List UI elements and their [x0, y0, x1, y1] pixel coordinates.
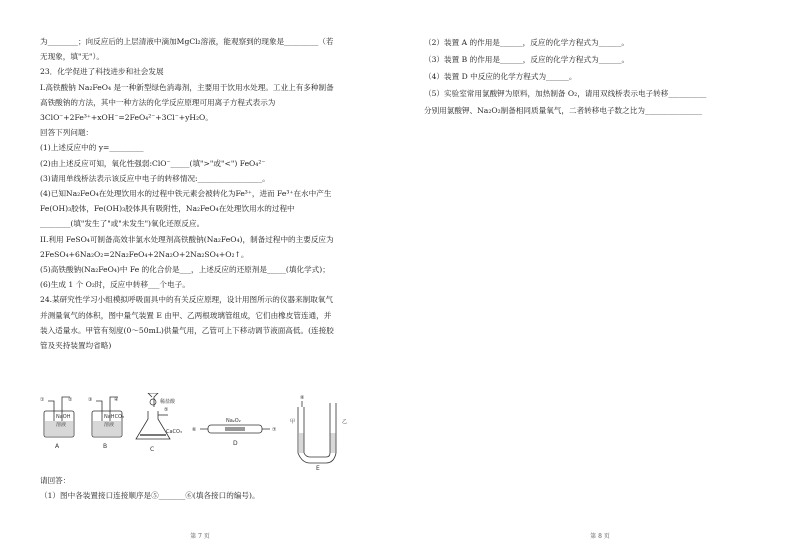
port-6: ⑥ — [192, 427, 197, 433]
apparatus-figure — [40, 393, 370, 471]
sub-question: (6)生成 1 个 O₂时，反应中转移___个电子。 — [40, 280, 190, 290]
equation-line: 3ClO⁻+2Fe³⁺+xOH⁻=2FeO₄²⁻+3Cl⁻+yH₂O。 — [40, 113, 213, 123]
apparatus-diagram — [40, 393, 370, 471]
sub-question: (3)请用单线桥法表示该反应中电子的转移情况:_________________。 — [40, 173, 270, 183]
tube-jia-label: 甲 — [290, 419, 296, 425]
sub-question: (5)高铁酸钠(Na₂FeO₄)中 Fe 的化合价是___，上述反应的还原剂是_____(填化学式)； — [40, 265, 330, 275]
text-line: 请回答： — [40, 476, 71, 485]
text-line: 并测量氧气的体积，图中量气装置 E 由甲、乙两根玻璃管组成，它们由橡皮管连通，并 — [40, 310, 332, 320]
reagent-d: Na₂O₂ — [226, 418, 241, 424]
tube-d — [192, 418, 277, 447]
text-line: ________(填"发生了"或"未发生")氧化还原反应。 — [40, 219, 205, 229]
page-number: 第 8 页 — [590, 533, 610, 540]
sub-question: (2)由上述反应可知，氧化性强弱:ClO⁻_____(填">"或"<") FeO₄²⁻ — [40, 158, 266, 168]
question-heading: 23．化学促进了科技进步和社会发展 — [40, 67, 164, 77]
right-page-text — [424, 34, 786, 119]
left-page-questions — [40, 473, 380, 503]
sub-question: (1)上述反应中的 y=_________ — [40, 143, 144, 153]
flask-c — [136, 393, 182, 453]
label-a: A — [55, 443, 60, 450]
reagent-c-top: 稀盐酸 — [160, 399, 176, 405]
left-page-text — [40, 34, 380, 353]
text-line: 高铁酸钠的方法，其中一种方法的化学反应原理可用离子方程式表示为 — [40, 97, 276, 107]
sub-question: （2）装置 A 的作用是______，反应的化学方程式为______。 — [424, 38, 629, 47]
sub-question: (4)已知Na₂FeO₄在处理饮用水的过程中铁元素会被转化为Fe³⁺，进而 Fe³⁺在水中产生 — [40, 189, 332, 199]
reagent-b-line1: NaHCO₃ — [104, 414, 124, 420]
text-line: II.利用 FeSO₄可制备高效非氯水处理剂高铁酸钠(Na₂FeO₄)，制备过程中的主要反应为 — [40, 234, 334, 244]
bottle-a — [40, 397, 74, 450]
text-line: Fe(OH)₃胶体，Fe(OH)₃胶体具有吸附性，Na₂FeO₄在处理饮用水的过程中 — [40, 204, 295, 214]
reagent-c: CaCO₃ — [166, 429, 182, 435]
port-2: ② — [68, 397, 73, 403]
reagent-a-line1: NaOH — [56, 414, 71, 420]
text-line: 无现象，填"无"）。 — [40, 52, 104, 62]
text-line: 回答下列问题： — [40, 128, 94, 138]
gas-measure-e — [290, 395, 347, 471]
text-line: 为________；向反应后的上层清液中滴加MgCl₂溶液，能观察到的现象是_________（若 — [40, 37, 334, 46]
sub-question: （4）装置 D 中反应的化学方程式为______。 — [424, 72, 577, 81]
reagent-b-line2: 溶液 — [104, 422, 115, 428]
port-1: ① — [40, 397, 45, 403]
port-7: ⑦ — [272, 427, 277, 433]
port-8: ⑧ — [300, 395, 305, 401]
label-e: E — [316, 465, 320, 471]
text-line: I.高铁酸钠 Na₂FeO₄ 是一种新型绿色消毒剂，主要用于饮用水处理。工业上有多种制备 — [40, 82, 334, 92]
port-5: ⑤ — [164, 407, 169, 413]
bottle-b — [88, 397, 124, 450]
tube-yi-label: 乙 — [342, 419, 348, 425]
page-number: 第 7 页 — [190, 533, 210, 540]
label-d: D — [233, 440, 238, 447]
port-3: ③ — [88, 397, 93, 403]
text-line: 装入适量水。甲管有刻度(0～50mL)供量气用，乙管可上下移动调节液面高低。(连接胶 — [40, 325, 334, 335]
sub-question: （3）装置 B 的作用是______，反应的化学方程式为______。 — [424, 55, 630, 64]
sub-question: （1）图中各装置接口连接顺序是⑤_______⑥(填各接口的编号)。 — [40, 491, 260, 501]
text-line: 管及夹持装置均省略) — [40, 341, 112, 351]
label-b: B — [103, 443, 108, 450]
question-heading: 24.某研究性学习小组模拟呼吸面具中的有关反应原理，设计用图所示的仪器来制取氧气 — [40, 295, 334, 305]
right-page — [400, 0, 800, 548]
reagent-a-line2: 溶液 — [56, 422, 67, 428]
port-4: ④ — [114, 397, 119, 403]
label-c: C — [150, 446, 155, 453]
text-line: 分别用氯酸钾、Na₂O₂制备相同质量氧气，二者转移电子数之比为_______________ — [424, 106, 702, 115]
sub-question: （5）实验室常用氯酸钾为原料，加热制备 O₂，请用双线桥表示电子转移__________ — [424, 89, 707, 98]
equation-line: 2FeSO₄+6Na₂O₂=2Na₂FeO₄+2Na₂O+2Na₂SO₄+O₂↑。 — [40, 249, 249, 259]
